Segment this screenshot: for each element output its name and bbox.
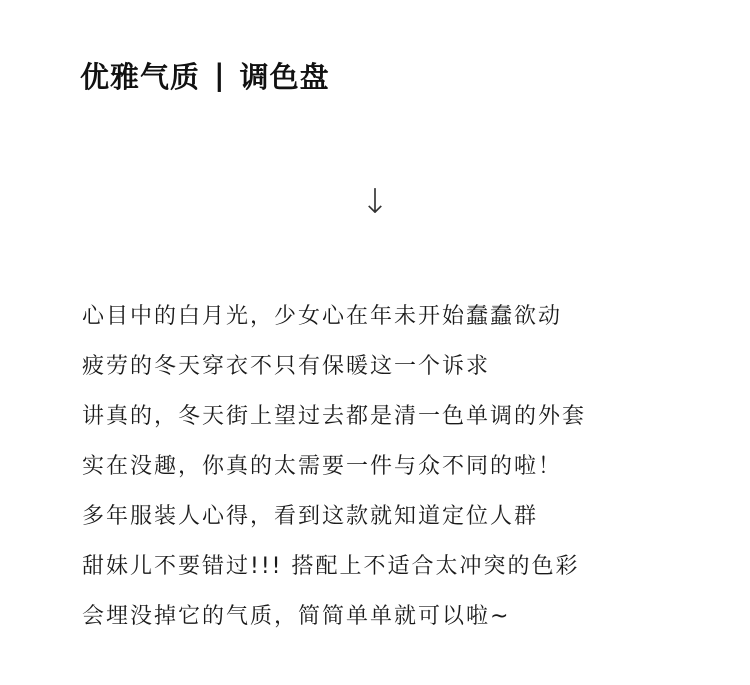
title-left: 优雅气质 xyxy=(80,59,201,94)
text-line: 多年服装人心得，看到这款就知道定位人群 xyxy=(82,504,539,529)
down-arrow-icon: ↓ xyxy=(360,182,390,222)
text-line: 讲真的，冬天街上望过去都是清一色单调的外套 xyxy=(82,404,587,429)
text-line: 心目中的白月光，少女心在年未开始蠢蠢欲动 xyxy=(82,304,563,329)
section-title xyxy=(80,52,330,98)
text-line: 会埋没掉它的气质，简简单单就可以啦~ xyxy=(82,604,511,629)
description-paragraph xyxy=(82,292,722,642)
title-right: 调色盘 xyxy=(239,59,330,94)
title-separator: | xyxy=(214,58,226,92)
text-line: 实在没趣，你真的太需要一件与众不同的啦！ xyxy=(82,454,563,479)
text-line: 疲劳的冬天穿衣不只有保暖这一个诉求 xyxy=(82,354,491,379)
text-line: 甜妹儿不要错过!!! 搭配上不适合太冲突的色彩 xyxy=(82,554,580,579)
